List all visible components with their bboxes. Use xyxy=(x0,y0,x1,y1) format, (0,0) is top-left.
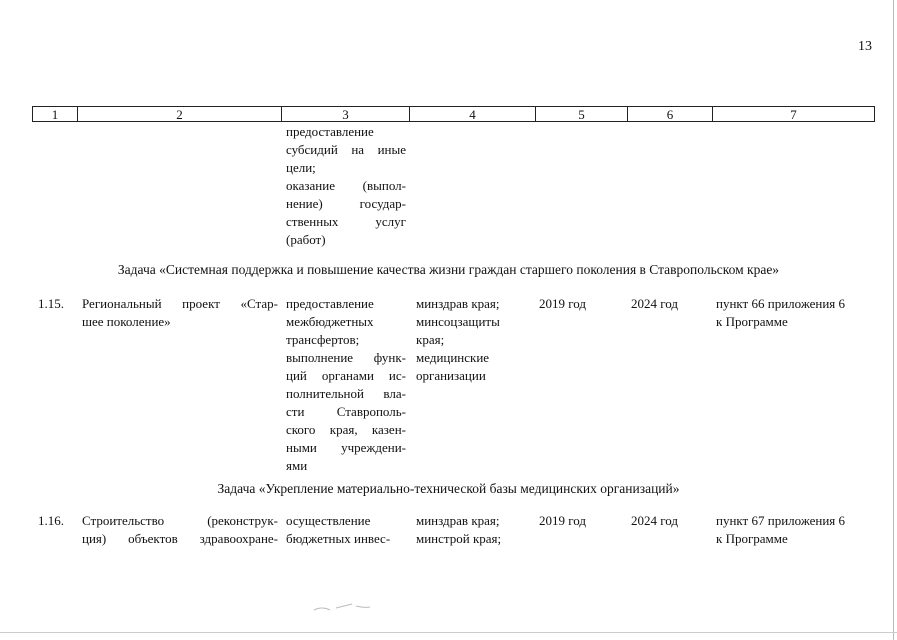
text-line: Строительство (реконструк- xyxy=(82,513,278,528)
scan-edge-bottom xyxy=(0,632,897,633)
text-line: осуществление xyxy=(286,513,371,528)
text-line: ями xyxy=(286,458,308,473)
text-line: Региональный проект «Стар- xyxy=(82,296,278,311)
text-line: выполнение функ- xyxy=(286,350,406,365)
header-col-3: 3 xyxy=(281,106,410,122)
cont-line: нение) государ- xyxy=(286,196,406,211)
program-reference xyxy=(716,295,874,331)
start-year: 2019 год xyxy=(539,296,586,311)
cont-line: цели; xyxy=(286,160,316,175)
text-line: минсоцзащиты xyxy=(416,314,500,329)
header-col-4: 4 xyxy=(409,106,536,122)
text-line: предоставление xyxy=(286,296,374,311)
header-col-1: 1 xyxy=(32,106,78,122)
text-line: межбюджетных xyxy=(286,314,374,329)
cont-line: субсидий на иные xyxy=(286,142,406,157)
text-line: края; xyxy=(416,332,445,347)
row-number: 1.15. xyxy=(38,296,64,311)
text-line: пункт 66 приложения 6 xyxy=(716,296,846,311)
continuation-col3 xyxy=(286,123,406,249)
measure-name xyxy=(82,295,278,331)
responsible-executors xyxy=(416,512,532,548)
text-line: минздрав края; xyxy=(416,513,500,528)
page-number: 13 xyxy=(858,39,872,54)
measure-name xyxy=(82,512,278,548)
header-col-6: 6 xyxy=(627,106,713,122)
cont-line: оказание (выпол- xyxy=(286,178,406,193)
cont-line: предоставление xyxy=(286,124,374,139)
scan-edge-right xyxy=(893,0,894,640)
text-line: к Программе xyxy=(716,314,788,329)
text-line: минстрой края; xyxy=(416,531,502,546)
text-line: организации xyxy=(416,368,486,383)
text-line: бюджетных инвес- xyxy=(286,531,391,546)
text-line: ций органами ис- xyxy=(286,368,406,383)
text-line: сти Ставрополь- xyxy=(286,404,406,419)
task-heading-1: Задача «Системная поддержка и повышение качества жизни граждан старшего поколения в Ставропольском крае» xyxy=(117,262,780,277)
text-line: минздрав края; xyxy=(416,296,500,311)
text-line: ция) объектов здравоохране- xyxy=(82,531,278,546)
cont-line: (работ) xyxy=(286,232,326,247)
scan-smudge xyxy=(312,598,372,618)
end-year: 2024 год xyxy=(631,513,678,528)
program-reference xyxy=(716,512,874,548)
text-line: ского края, казен- xyxy=(286,422,406,437)
text-line: к Программе xyxy=(716,531,788,546)
responsible-executors xyxy=(416,295,532,385)
implementation-mechanism xyxy=(286,295,406,475)
implementation-mechanism xyxy=(286,512,406,548)
text-line: ными учреждени- xyxy=(286,440,406,455)
header-col-2: 2 xyxy=(77,106,282,122)
task-heading-2: Задача «Укрепление материально-технической базы медицинских организаций» xyxy=(217,481,680,496)
text-line: шее поколение» xyxy=(82,314,171,329)
header-col-7: 7 xyxy=(712,106,875,122)
text-line: трансфертов; xyxy=(286,332,360,347)
start-year: 2019 год xyxy=(539,513,586,528)
text-line: медицинские xyxy=(416,350,490,365)
cont-line: ственных услуг xyxy=(286,214,406,229)
row-number: 1.16. xyxy=(38,513,64,528)
header-col-5: 5 xyxy=(535,106,628,122)
text-line: полнительной вла- xyxy=(286,386,406,401)
end-year: 2024 год xyxy=(631,296,678,311)
text-line: пункт 67 приложения 6 xyxy=(716,513,846,528)
